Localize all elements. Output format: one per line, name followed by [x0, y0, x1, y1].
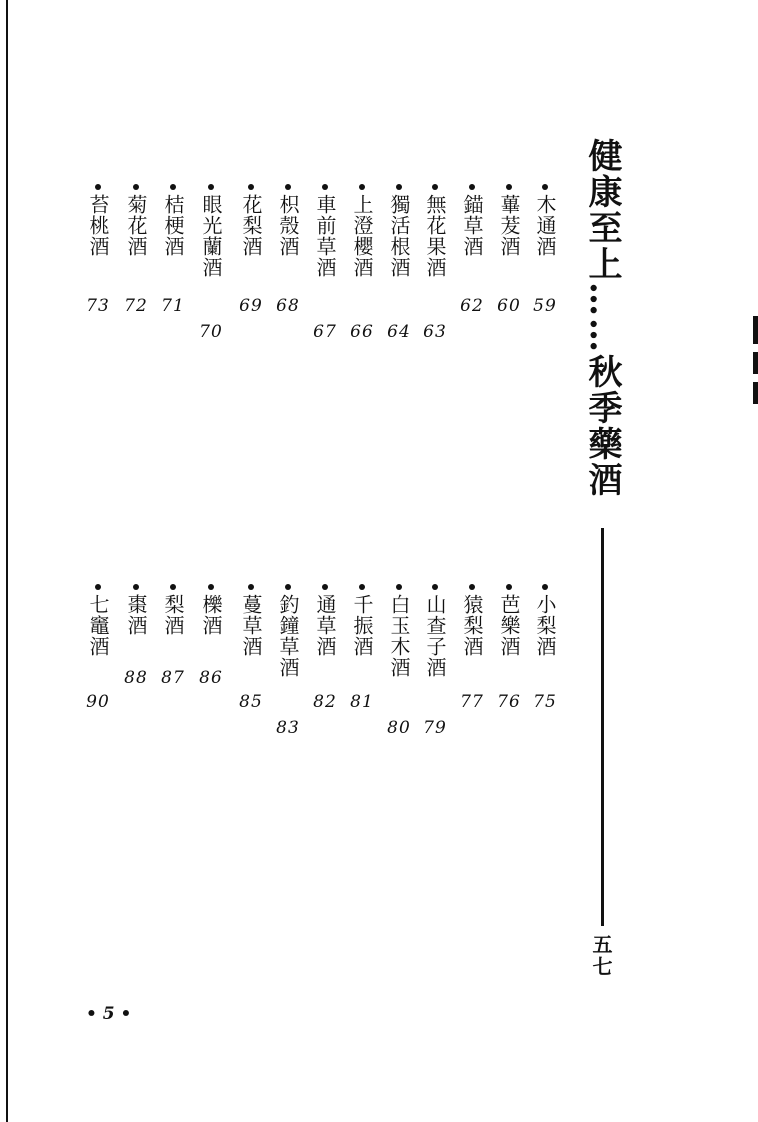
- entry-page: 75: [533, 692, 557, 712]
- entry-title: 千振酒: [350, 594, 374, 657]
- bullet-icon: [506, 184, 512, 190]
- entry-title: 棗酒: [124, 594, 148, 636]
- toc-entry[interactable]: [310, 584, 340, 712]
- entry-page: 62: [460, 296, 484, 316]
- entry-title: 木通酒: [533, 194, 557, 257]
- entry-title: 櫟酒: [199, 594, 223, 636]
- entry-page: 82: [313, 692, 337, 712]
- entry-title: 七竈酒: [86, 594, 110, 657]
- entry-page: 90: [86, 692, 110, 712]
- bullet-icon: [432, 184, 438, 190]
- toc-entry[interactable]: [236, 184, 266, 316]
- toc-entry[interactable]: [83, 184, 113, 316]
- toc-entry[interactable]: [273, 184, 303, 316]
- entry-title: 菊花酒: [124, 194, 148, 257]
- bullet-icon: [542, 184, 548, 190]
- bullet-icon: [248, 584, 254, 590]
- bullet-icon: [208, 584, 214, 590]
- entry-page: 69: [239, 296, 263, 316]
- toc-entry[interactable]: [158, 584, 188, 688]
- entry-page: 76: [497, 692, 521, 712]
- entry-title: 通草酒: [313, 594, 337, 657]
- entry-title: 猿梨酒: [460, 594, 484, 657]
- entry-page: 81: [350, 692, 374, 712]
- bullet-icon: [396, 184, 402, 190]
- toc-entry[interactable]: [196, 184, 226, 342]
- entry-page: 85: [239, 692, 263, 712]
- bullet-icon: [208, 184, 214, 190]
- entry-page: 88: [124, 668, 148, 688]
- entry-page: 79: [423, 718, 447, 738]
- entry-title: 無花果酒: [423, 194, 447, 278]
- toc-entry[interactable]: [236, 584, 266, 712]
- bullet-icon: [396, 584, 402, 590]
- bullet-icon: [170, 584, 176, 590]
- entry-page: 63: [423, 322, 447, 342]
- bullet-icon: [542, 584, 548, 590]
- bullet-icon: [322, 184, 328, 190]
- edge-mark: [753, 382, 758, 404]
- chapter-heading: 健康至上……秋季藥酒: [582, 138, 622, 498]
- entry-title: 桔梗酒: [161, 194, 185, 257]
- toc-entry[interactable]: [83, 584, 113, 712]
- entry-title: 獨活根酒: [387, 194, 411, 278]
- entry-title: 枳殼酒: [276, 194, 300, 257]
- edge-mark: [753, 352, 758, 374]
- footer-page-number: • 5 •: [86, 1004, 132, 1024]
- entry-title: 花梨酒: [239, 194, 263, 257]
- entry-title: 蓽茇酒: [497, 194, 521, 257]
- bullet-icon: [133, 584, 139, 590]
- entry-title: 上澄櫻酒: [350, 194, 374, 278]
- entry-page: 83: [276, 718, 300, 738]
- toc-entry[interactable]: [158, 184, 188, 316]
- toc-entry[interactable]: [420, 184, 450, 342]
- entry-page: 66: [350, 322, 374, 342]
- bullet-icon: [95, 584, 101, 590]
- bullet-icon: [469, 584, 475, 590]
- toc-entry[interactable]: [494, 184, 524, 316]
- left-margin-rule: [6, 0, 8, 1122]
- entry-title: 小梨酒: [533, 594, 557, 657]
- entry-title: 蔓草酒: [239, 594, 263, 657]
- entry-page: 71: [161, 296, 185, 316]
- entry-title: 梨酒: [161, 594, 185, 636]
- entry-title: 山查子酒: [423, 594, 447, 678]
- entry-page: 73: [86, 296, 110, 316]
- entry-title: 苔桃酒: [86, 194, 110, 257]
- bullet-icon: [170, 184, 176, 190]
- toc-entry[interactable]: [384, 584, 414, 738]
- entry-page: 60: [497, 296, 521, 316]
- entry-page: 72: [124, 296, 148, 316]
- entry-page: 87: [161, 668, 185, 688]
- toc-entry[interactable]: [273, 584, 303, 738]
- entry-title: 錨草酒: [460, 194, 484, 257]
- toc-entry[interactable]: [196, 584, 226, 688]
- toc-entry[interactable]: [121, 584, 151, 688]
- bullet-icon: [359, 184, 365, 190]
- entry-page: 70: [199, 322, 223, 342]
- bullet-icon: [285, 184, 291, 190]
- entry-page: 77: [460, 692, 484, 712]
- heading-rule: [601, 528, 604, 926]
- cjk-page-number: 五七: [589, 934, 613, 978]
- toc-entry[interactable]: [457, 184, 487, 316]
- toc-entry[interactable]: [384, 184, 414, 342]
- entry-page: 80: [387, 718, 411, 738]
- toc-entry[interactable]: [530, 184, 560, 316]
- bullet-icon: [506, 584, 512, 590]
- bullet-icon: [248, 184, 254, 190]
- toc-entry[interactable]: [420, 584, 450, 738]
- toc-entry[interactable]: [347, 184, 377, 342]
- toc-entry[interactable]: [347, 584, 377, 712]
- bullet-icon: [322, 584, 328, 590]
- entry-page: 68: [276, 296, 300, 316]
- bullet-icon: [469, 184, 475, 190]
- entry-title: 車前草酒: [313, 194, 337, 278]
- toc-entry[interactable]: [310, 184, 340, 342]
- bullet-icon: [133, 184, 139, 190]
- entry-page: 64: [387, 322, 411, 342]
- entry-page: 67: [313, 322, 337, 342]
- entry-title: 白玉木酒: [387, 594, 411, 678]
- edge-mark: [753, 316, 758, 344]
- toc-entry[interactable]: [457, 584, 487, 712]
- toc-entry[interactable]: [121, 184, 151, 316]
- bullet-icon: [432, 584, 438, 590]
- toc-entry[interactable]: [530, 584, 560, 712]
- entry-title: 釣鐘草酒: [276, 594, 300, 678]
- entry-page: 86: [199, 668, 223, 688]
- bullet-icon: [359, 584, 365, 590]
- bullet-icon: [285, 584, 291, 590]
- toc-entry[interactable]: [494, 584, 524, 712]
- bullet-icon: [95, 184, 101, 190]
- entry-title: 眼光蘭酒: [199, 194, 223, 278]
- entry-title: 芭樂酒: [497, 594, 521, 657]
- entry-page: 59: [533, 296, 557, 316]
